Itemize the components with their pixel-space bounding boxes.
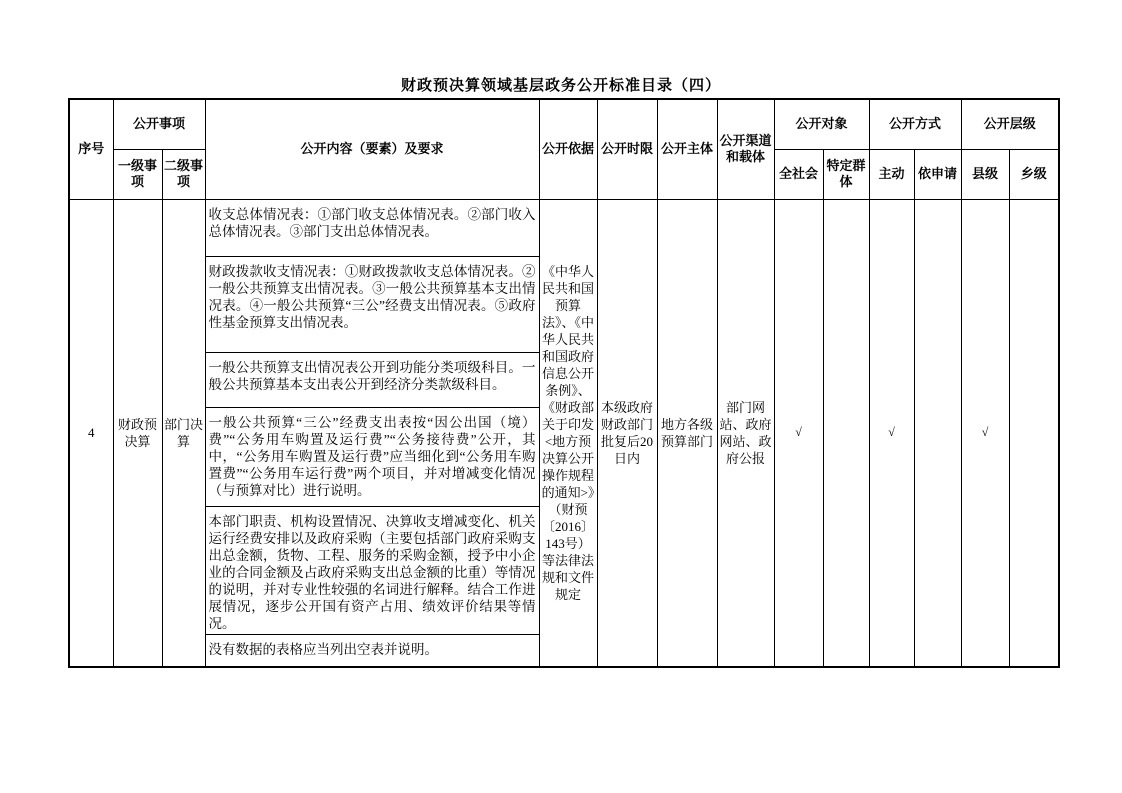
cell-subject: 地方各级预算部门 [657,199,717,667]
cell-matter-l1: 财政预决算 [113,199,162,667]
cell-content-4: 一般公共预算“三公”经费支出表按“因公出国（境）费”“公务用车购置及运行费”“公务接待费”公开，其中，“公务用车购置及运行费”应当细化到“公务用车购置费”“公务用车运行费”两个项目，并对增减变化情况（与预算对比）进行说明。 [205,407,539,506]
checkmark-cell-level-town [1009,199,1059,667]
cell-time-limit: 本级政府财政部门批复后20日内 [597,199,657,667]
col-header-level-county: 县级 [961,149,1009,199]
col-header-method-active: 主动 [869,149,914,199]
col-header-target-specific: 特定群体 [823,149,869,199]
col-header-level-town: 乡级 [1009,149,1059,199]
col-header-time-limit: 公开时限 [597,99,657,199]
col-header-method-request: 依申请 [914,149,961,199]
checkmark-cell-target-specific [823,199,869,667]
cell-content-5: 本部门职责、机构设置情况、决算收支增减变化、机关运行经费安排以及政府采购（主要包括部门政府采购支出总金额，货物、工程、服务的采购金额，授予中小企业的合同金额及占政府采购支出总金额的比重）等情况的说明，并对专业性较强的名词进行解释。结合工作进展情况，逐步公开国有资产占用、绩效评价结果等情况。 [205,506,539,634]
cell-seq: 4 [69,199,113,667]
col-header-matter-group: 公开事项 [113,99,205,149]
col-header-content: 公开内容（要素）及要求 [205,99,539,199]
page-title: 财政预决算领域基层政务公开标准目录（四） [400,78,721,94]
col-header-matter-l2: 二级事项 [162,149,205,199]
col-header-channel: 公开渠道和载体 [717,99,774,199]
cell-content-1: 收支总体情况表：①部门收支总体情况表。②部门收入总体情况表。③部门支出总体情况表。 [205,199,539,256]
checkmark-cell-target-all: √ [774,199,823,667]
col-header-target-group: 公开对象 [774,99,869,149]
cell-content-6: 没有数据的表格应当列出空表并说明。 [205,634,539,667]
cell-matter-l2: 部门决算 [162,199,205,667]
cell-channel: 部门网站、政府网站、政府公报 [717,199,774,667]
col-header-subject: 公开主体 [657,99,717,199]
cell-content-3: 一般公共预算支出情况表公开到功能分类项级科目。一般公共预算基本支出表公开到经济分类款级科目。 [205,352,539,407]
checkmark-cell-method-active: √ [869,199,914,667]
col-header-target-all: 全社会 [774,149,823,199]
col-header-method-group: 公开方式 [869,99,961,149]
cell-basis: 《中华人民共和国预算法》、《中华人民共和国政府信息公开条例》、《财政部关于印发<地方预决算公开操作规程的通知>》（财预〔2016〕143号）等法律法规和文件规定 [539,199,597,667]
standards-directory-table [68,98,1060,668]
col-header-level-group: 公开层级 [961,99,1059,149]
col-header-basis: 公开依据 [539,99,597,199]
col-header-matter-l1: 一级事项 [113,149,162,199]
checkmark-cell-method-request [914,199,961,667]
col-header-seq: 序号 [69,99,113,199]
checkmark-cell-level-county: √ [961,199,1009,667]
cell-content-2: 财政拨款收支情况表：①财政拨款收支总体情况表。②一般公共预算支出情况表。③一般公共预算基本支出情况表。④一般公共预算“三公”经费支出情况表。⑤政府性基金预算支出情况表。 [205,256,539,352]
